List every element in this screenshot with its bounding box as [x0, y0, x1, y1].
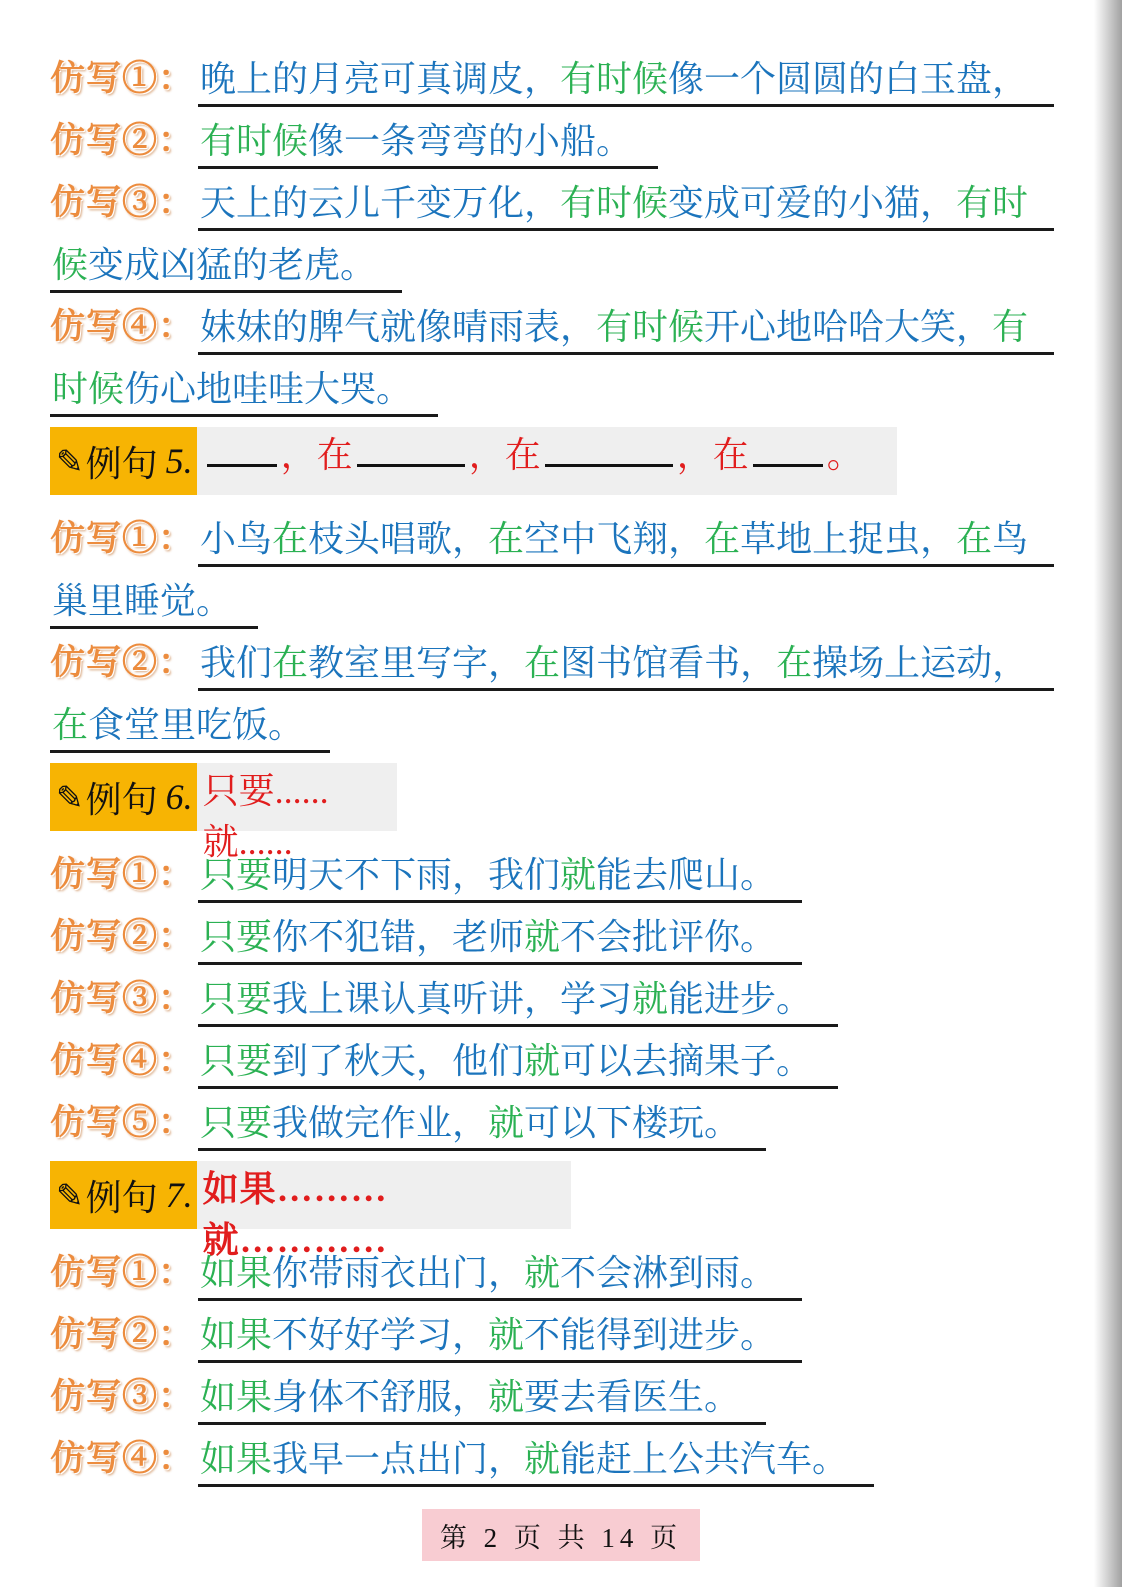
text-segment: 身体不舒服，	[272, 1376, 489, 1417]
fangxie-label: 仿写⑤：	[50, 1103, 195, 1142]
text-segment: 伤心地哇哇大哭。	[124, 368, 413, 409]
text-segment: 有时候	[560, 58, 669, 99]
example-header-row	[50, 427, 1075, 495]
text-segment: 只要	[200, 1102, 273, 1143]
text-segment: 就	[560, 854, 597, 895]
page-number-badge: 第 2 页 共 14 页	[422, 1509, 700, 1561]
text-segment: 在	[272, 642, 309, 683]
sentence-text	[198, 182, 1054, 231]
sentence-row	[50, 45, 1075, 107]
text-segment: 天上的云儿千变万化，	[200, 182, 561, 223]
text-segment: 就	[524, 916, 561, 957]
sentence-row	[50, 505, 1075, 567]
text-segment: 能去爬山。	[596, 854, 777, 895]
sentence-row	[50, 169, 1075, 231]
sentence-row	[50, 107, 1075, 169]
example-title: 例句	[85, 443, 158, 484]
fangxie-label: 仿写②：	[50, 917, 195, 956]
sentence-text	[198, 978, 838, 1027]
blank-line	[357, 460, 465, 467]
text-segment: 小鸟	[200, 518, 273, 559]
sentence-text	[198, 1376, 766, 1425]
text-segment: 操场上运动，	[812, 642, 1029, 683]
text-segment: 在	[488, 518, 525, 559]
text-segment: 鸟	[992, 518, 1029, 559]
text-segment: 图书馆看书，	[560, 642, 777, 683]
text-segment: 枝头唱歌，	[308, 518, 489, 559]
sentence-row	[50, 1301, 1075, 1363]
text-segment: 如果	[200, 1252, 273, 1293]
text-segment: 在	[52, 704, 89, 745]
text-segment: 就	[488, 1314, 525, 1355]
text-segment: 变成凶猛的老虎。	[88, 244, 377, 285]
text-segment: 你带雨衣出门，	[272, 1252, 525, 1293]
example-header-row	[50, 763, 1075, 862]
text-segment: 在	[704, 518, 741, 559]
sentence-text	[198, 1102, 766, 1151]
text-segment: 如果………就…………	[202, 1169, 388, 1260]
fangxie-label: 仿写③：	[50, 183, 195, 222]
blank-line	[545, 460, 673, 467]
text-segment: 像一条弯弯的小船。	[308, 120, 633, 161]
fangxie-label: 仿写④：	[50, 1041, 195, 1080]
text-segment: 明天不下雨，我们	[272, 854, 561, 895]
fangxie-label: 仿写②：	[50, 121, 195, 160]
blank-line	[207, 460, 277, 467]
text-segment: 不会批评你。	[560, 916, 777, 957]
sentence-text	[198, 306, 1054, 355]
text-segment: 教室里写字，	[308, 642, 525, 683]
text-segment: 就	[488, 1102, 525, 1143]
sentence-text	[50, 704, 330, 753]
fangxie-label: 仿写②：	[50, 1315, 195, 1354]
sentence-row	[50, 1363, 1075, 1425]
sentence-row	[50, 1425, 1075, 1487]
sentence-text	[198, 518, 1054, 567]
example-header-row	[50, 1161, 1075, 1260]
sentence-row	[50, 965, 1075, 1027]
example-number: 6.	[165, 777, 193, 817]
text-segment: 有	[992, 306, 1029, 347]
fangxie-label: 仿写①：	[50, 855, 195, 894]
blank-line	[753, 460, 823, 467]
example-title: 例句	[85, 779, 158, 820]
text-segment: 能赶上公共汽车。	[560, 1438, 849, 1479]
text-segment: 候	[52, 244, 89, 285]
text-segment: 有时候	[200, 120, 309, 161]
text-segment: 只要......就......	[202, 771, 329, 862]
sentence-row	[50, 1027, 1075, 1089]
example-pattern	[197, 427, 897, 495]
fangxie-label: 仿写①：	[50, 59, 195, 98]
text-segment: ，在	[280, 435, 353, 475]
fangxie-label: 仿写④：	[50, 1439, 195, 1478]
text-segment: 就	[632, 978, 669, 1019]
pencil-icon: ✎	[56, 1175, 84, 1215]
fangxie-label: 仿写②：	[50, 643, 195, 682]
fangxie-label: 仿写①：	[50, 1253, 195, 1292]
text-segment: 时候	[52, 368, 125, 409]
text-segment: 就	[524, 1438, 561, 1479]
sentence-text	[50, 580, 258, 629]
text-segment: 我做完作业，	[272, 1102, 489, 1143]
text-segment: 在	[524, 642, 561, 683]
fangxie-label: 仿写③：	[50, 1377, 195, 1416]
text-segment: 如果	[200, 1438, 273, 1479]
text-segment: 像一个圆圆的白玉盘，	[668, 58, 1029, 99]
text-segment: 我上课认真听讲，学习	[272, 978, 633, 1019]
text-segment: 到了秋天，他们	[272, 1040, 525, 1081]
example-number: 5.	[165, 441, 193, 481]
sentence-text	[198, 1252, 802, 1301]
example-label	[50, 1161, 197, 1229]
text-segment: 如果	[200, 1376, 273, 1417]
text-segment: 你不犯错，老师	[272, 916, 525, 957]
text-segment: 我早一点出门，	[272, 1438, 525, 1479]
text-segment: 可以去摘果子。	[560, 1040, 813, 1081]
sentence-text	[198, 1314, 802, 1363]
sentence-row	[50, 629, 1075, 691]
sentence-row	[50, 567, 1075, 629]
sentence-row	[50, 355, 1075, 417]
text-segment: 空中飞翔，	[524, 518, 705, 559]
text-segment: 草地上捉虫，	[740, 518, 957, 559]
sentence-text	[198, 1040, 838, 1089]
fangxie-label: 仿写③：	[50, 979, 195, 1018]
example-label	[50, 763, 197, 831]
text-segment: 有时候	[560, 182, 669, 223]
text-segment: 只要	[200, 1040, 273, 1081]
text-segment: 变成可爱的小猫，	[668, 182, 957, 223]
text-segment: 有时	[956, 182, 1029, 223]
text-segment: 不能得到进步。	[524, 1314, 777, 1355]
example-pattern	[197, 763, 397, 862]
fangxie-label: 仿写①：	[50, 519, 195, 558]
text-segment: 妹妹的脾气就像晴雨表，	[200, 306, 597, 347]
text-segment: 在	[776, 642, 813, 683]
text-segment: 我们	[200, 642, 273, 683]
text-segment: 能进步。	[668, 978, 813, 1019]
pencil-icon: ✎	[56, 777, 84, 817]
text-segment: 巢里睡觉。	[52, 580, 233, 621]
sentence-text	[50, 368, 438, 417]
text-segment: 要去看医生。	[524, 1376, 741, 1417]
text-segment: 不会淋到雨。	[560, 1252, 777, 1293]
text-segment: 不好好学习，	[272, 1314, 489, 1355]
text-segment: 就	[524, 1252, 561, 1293]
sentence-row	[50, 231, 1075, 293]
text-segment: 可以下楼玩。	[524, 1102, 741, 1143]
example-label	[50, 427, 197, 495]
text-segment: 就	[488, 1376, 525, 1417]
sentence-row	[50, 691, 1075, 753]
sentence-text	[198, 1438, 874, 1487]
sentence-row	[50, 903, 1075, 965]
sentence-row	[50, 1089, 1075, 1151]
text-segment: 在	[272, 518, 309, 559]
text-segment: ，在	[676, 435, 749, 475]
page-footer-area	[0, 1509, 1122, 1561]
sentence-text	[198, 854, 802, 903]
pencil-icon: ✎	[56, 441, 84, 481]
sentence-text	[198, 58, 1054, 107]
example-pattern	[197, 1161, 571, 1260]
text-segment: ，在	[468, 435, 541, 475]
text-segment: 只要	[200, 854, 273, 895]
example-title: 例句	[85, 1177, 158, 1218]
text-segment: 在	[956, 518, 993, 559]
text-segment: 就	[524, 1040, 561, 1081]
fangxie-label: 仿写④：	[50, 307, 195, 346]
text-segment: 如果	[200, 1314, 273, 1355]
sentence-text	[198, 916, 802, 965]
sentence-text	[198, 642, 1054, 691]
text-segment: 只要	[200, 916, 273, 957]
example-number: 7.	[165, 1175, 193, 1215]
text-segment: 只要	[200, 978, 273, 1019]
sentence-text	[198, 120, 658, 169]
text-segment: 开心地哈哈大笑，	[704, 306, 993, 347]
text-segment: 。	[826, 435, 863, 475]
text-segment: 食堂里吃饭。	[88, 704, 305, 745]
sentence-row	[50, 293, 1075, 355]
sentence-text	[50, 244, 402, 293]
text-segment: 晚上的月亮可真调皮，	[200, 58, 561, 99]
text-segment: 有时候	[596, 306, 705, 347]
